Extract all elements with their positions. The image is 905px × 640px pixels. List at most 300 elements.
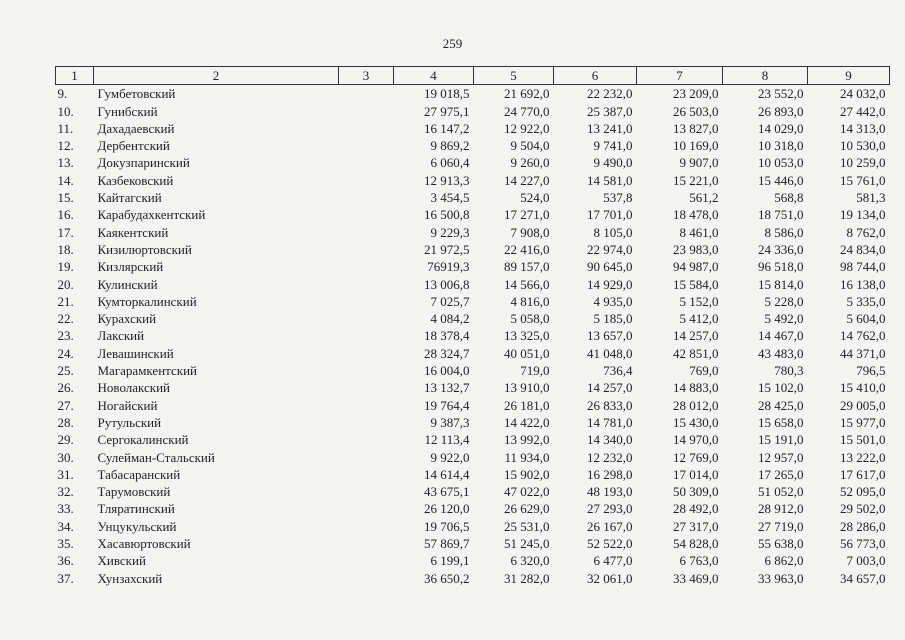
column-5-cell: 22 416,0: [504, 241, 550, 257]
column-3-cell: [339, 172, 394, 189]
budget-table-container: [55, 66, 889, 587]
column-3-cell: [339, 397, 394, 414]
district-name-cell: Кизилюртовский: [97, 241, 192, 257]
row-number-cell: 25.: [57, 363, 74, 379]
district-name-cell: Табасаранский: [97, 466, 181, 482]
column-8-cell: 43 483,0: [758, 345, 804, 361]
district-name-cell: Карабудахкентский: [97, 207, 206, 223]
column-6-cell: 14 781,0: [587, 414, 633, 430]
row-number-cell: 10.: [57, 103, 74, 119]
district-name-cell: Хунзахский: [97, 570, 163, 586]
column-4-cell: 7 025,7: [430, 293, 470, 309]
column-4-cell: 43 675,1: [424, 484, 470, 500]
row-number-cell: 34.: [57, 518, 74, 534]
column-4-cell: 16 004,0: [424, 363, 470, 379]
column-8-cell: 6 862,0: [764, 553, 804, 569]
table-row: [56, 258, 890, 275]
column-4-cell: 14 614,4: [424, 466, 470, 482]
row-number-cell: 35.: [57, 536, 74, 552]
district-name-cell: Дахадаевский: [97, 120, 175, 136]
column-5-cell: 11 934,0: [504, 449, 550, 465]
column-5-cell: 47 022,0: [504, 484, 550, 500]
table-row: [56, 379, 890, 396]
district-name-cell: Магарамкентский: [97, 363, 197, 379]
column-9-cell: 17 617,0: [840, 466, 886, 482]
column-9-cell: 8 762,0: [846, 224, 886, 240]
column-6-cell: 17 701,0: [587, 207, 633, 223]
column-8-cell: 15 814,0: [758, 276, 804, 292]
column-6-cell: 41 048,0: [587, 345, 633, 361]
table-row: [56, 172, 890, 189]
column-3-cell: [339, 552, 394, 569]
table-row: [56, 310, 890, 327]
column-9-cell: 7 003,0: [846, 553, 886, 569]
district-name-cell: Новолакский: [97, 380, 171, 396]
column-5-cell: 26 181,0: [504, 397, 550, 413]
row-number-cell: 22.: [57, 311, 74, 327]
column-4-cell: 12 113,4: [424, 432, 470, 448]
column-9-cell: 14 313,0: [840, 120, 886, 136]
column-header: 1: [56, 67, 94, 85]
column-6-cell: 5 185,0: [593, 311, 633, 327]
table-row: [56, 449, 890, 466]
column-header: 5: [474, 67, 554, 85]
column-4-cell: 28 324,7: [424, 345, 470, 361]
row-number-cell: 24.: [57, 345, 74, 361]
column-6-cell: 22 232,0: [587, 86, 633, 102]
column-6-cell: 26 167,0: [587, 518, 633, 534]
column-3-cell: [339, 120, 394, 137]
column-5-cell: 4 816,0: [510, 293, 550, 309]
column-5-cell: 12 922,0: [504, 120, 550, 136]
column-5-cell: 9 504,0: [510, 138, 550, 154]
column-header: 9: [808, 67, 890, 85]
column-9-cell: 24 032,0: [840, 86, 886, 102]
column-4-cell: 21 972,5: [424, 241, 470, 257]
column-header: 4: [394, 67, 474, 85]
column-7-cell: 12 769,0: [673, 449, 719, 465]
row-number-cell: 30.: [57, 449, 74, 465]
column-8-cell: 10 053,0: [758, 155, 804, 171]
column-9-cell: 10 259,0: [840, 155, 886, 171]
column-4-cell: 27 975,1: [424, 103, 470, 119]
column-9-cell: 29 005,0: [840, 397, 886, 413]
column-5-cell: 14 566,0: [504, 276, 550, 292]
column-3-cell: [339, 137, 394, 154]
column-6-cell: 9 490,0: [593, 155, 633, 171]
district-name-cell: Хивский: [97, 553, 146, 569]
column-3-cell: [339, 85, 394, 103]
district-name-cell: Хасавюртовский: [97, 536, 191, 552]
column-6-cell: 13 657,0: [587, 328, 633, 344]
row-number-cell: 18.: [57, 241, 74, 257]
column-header: 6: [554, 67, 637, 85]
column-6-cell: 14 581,0: [587, 172, 633, 188]
column-3-cell: [339, 431, 394, 448]
column-7-cell: 42 851,0: [673, 345, 719, 361]
column-3-cell: [339, 379, 394, 396]
column-4-cell: 13 132,7: [424, 380, 470, 396]
table-row: [56, 85, 890, 103]
column-5-cell: 21 692,0: [504, 86, 550, 102]
column-8-cell: 15 191,0: [758, 432, 804, 448]
row-number-cell: 37.: [57, 570, 74, 586]
column-8-cell: 8 586,0: [764, 224, 804, 240]
column-8-cell: 27 719,0: [758, 518, 804, 534]
column-9-cell: 28 286,0: [840, 518, 886, 534]
district-name-cell: Ногайский: [97, 397, 158, 413]
row-number-cell: 16.: [57, 207, 74, 223]
column-7-cell: 23 209,0: [673, 86, 719, 102]
column-8-cell: 10 318,0: [758, 138, 804, 154]
column-5-cell: 51 245,0: [504, 536, 550, 552]
table-row: [56, 362, 890, 379]
column-7-cell: 8 461,0: [679, 224, 719, 240]
column-6-cell: 14 340,0: [587, 432, 633, 448]
column-5-cell: 17 271,0: [504, 207, 550, 223]
column-7-cell: 27 317,0: [673, 518, 719, 534]
column-header: 7: [637, 67, 723, 85]
column-9-cell: 5 335,0: [846, 293, 886, 309]
column-8-cell: 28 912,0: [758, 501, 804, 517]
column-8-cell: 5 492,0: [764, 311, 804, 327]
column-7-cell: 54 828,0: [673, 536, 719, 552]
column-9-cell: 5 604,0: [846, 311, 886, 327]
column-9-cell: 29 502,0: [840, 501, 886, 517]
column-8-cell: 18 751,0: [758, 207, 804, 223]
column-6-cell: 27 293,0: [587, 501, 633, 517]
column-8-cell: 14 467,0: [758, 328, 804, 344]
column-8-cell: 28 425,0: [758, 397, 804, 413]
table-row: [56, 535, 890, 552]
row-number-cell: 36.: [57, 553, 74, 569]
column-header: 8: [723, 67, 808, 85]
column-7-cell: 17 014,0: [673, 466, 719, 482]
district-name-cell: Кумторкалинский: [97, 293, 197, 309]
column-5-cell: 14 422,0: [504, 414, 550, 430]
column-6-cell: 90 645,0: [587, 259, 633, 275]
table-row: [56, 570, 890, 587]
column-6-cell: 48 193,0: [587, 484, 633, 500]
row-number-cell: 14.: [57, 172, 74, 188]
table-row: [56, 500, 890, 517]
district-name-cell: Гумбетовский: [97, 86, 176, 102]
row-number-cell: 31.: [57, 466, 74, 482]
column-4-cell: 6 199,1: [430, 553, 470, 569]
column-6-cell: 16 298,0: [587, 466, 633, 482]
table-row: [56, 518, 890, 535]
district-name-cell: Тарумовский: [97, 484, 171, 500]
column-9-cell: 52 095,0: [840, 484, 886, 500]
district-name-cell: Каякентский: [97, 224, 169, 240]
column-4-cell: 4 084,2: [430, 311, 470, 327]
district-name-cell: Сулейман-Стальский: [97, 449, 215, 465]
table-row: [56, 103, 890, 120]
column-7-cell: 18 478,0: [673, 207, 719, 223]
column-5-cell: 13 992,0: [504, 432, 550, 448]
column-7-cell: 28 492,0: [673, 501, 719, 517]
column-9-cell: 98 744,0: [840, 259, 886, 275]
column-3-cell: [339, 206, 394, 223]
column-header: 3: [339, 67, 394, 85]
column-header: 2: [94, 67, 339, 85]
column-7-cell: 9 907,0: [679, 155, 719, 171]
row-number-cell: 29.: [57, 432, 74, 448]
row-number-cell: 9.: [57, 86, 68, 102]
row-number-cell: 28.: [57, 414, 74, 430]
column-3-cell: [339, 276, 394, 293]
row-number-cell: 12.: [57, 138, 74, 154]
column-5-cell: 89 157,0: [504, 259, 550, 275]
column-4-cell: 9 869,2: [430, 138, 470, 154]
column-7-cell: 15 221,0: [673, 172, 719, 188]
column-9-cell: 15 410,0: [840, 380, 886, 396]
table-row: [56, 552, 890, 569]
column-5-cell: 31 282,0: [504, 570, 550, 586]
column-7-cell: 23 983,0: [673, 241, 719, 257]
column-5-cell: 25 531,0: [504, 518, 550, 534]
district-name-cell: Унцукульский: [97, 518, 177, 534]
row-number-cell: 15.: [57, 190, 74, 206]
column-3-cell: [339, 258, 394, 275]
column-4-cell: 12 913,3: [424, 172, 470, 188]
district-name-cell: Гунибский: [97, 103, 158, 119]
column-4-cell: 19 018,5: [424, 86, 470, 102]
column-3-cell: [339, 310, 394, 327]
column-6-cell: 32 061,0: [587, 570, 633, 586]
column-3-cell: [339, 327, 394, 344]
column-4-cell: 3 454,5: [430, 190, 470, 206]
header-row: [56, 67, 890, 85]
table-row: [56, 189, 890, 206]
district-name-cell: Рутульский: [97, 414, 162, 430]
column-8-cell: 17 265,0: [758, 466, 804, 482]
column-4-cell: 13 006,8: [424, 276, 470, 292]
column-3-cell: [339, 241, 394, 258]
column-9-cell: 15 977,0: [840, 414, 886, 430]
column-7-cell: 10 169,0: [673, 138, 719, 154]
column-7-cell: 33 469,0: [673, 570, 719, 586]
column-3-cell: [339, 345, 394, 362]
row-number-cell: 27.: [57, 397, 74, 413]
column-8-cell: 26 893,0: [758, 103, 804, 119]
row-number-cell: 26.: [57, 380, 74, 396]
district-name-cell: Кайтагский: [97, 190, 162, 206]
column-8-cell: 12 957,0: [758, 449, 804, 465]
column-6-cell: 9 741,0: [593, 138, 633, 154]
column-7-cell: 561,2: [689, 190, 719, 206]
district-name-cell: Сергокалинский: [97, 432, 189, 448]
table-row: [56, 431, 890, 448]
column-9-cell: 13 222,0: [840, 449, 886, 465]
column-9-cell: 10 530,0: [840, 138, 886, 154]
column-3-cell: [339, 466, 394, 483]
column-7-cell: 26 503,0: [673, 103, 719, 119]
column-6-cell: 52 522,0: [587, 536, 633, 552]
column-7-cell: 15 430,0: [673, 414, 719, 430]
column-5-cell: 15 902,0: [504, 466, 550, 482]
column-3-cell: [339, 483, 394, 500]
column-6-cell: 12 232,0: [587, 449, 633, 465]
column-6-cell: 537,8: [603, 190, 633, 206]
column-7-cell: 94 987,0: [673, 259, 719, 275]
column-5-cell: 9 260,0: [510, 155, 550, 171]
column-7-cell: 15 584,0: [673, 276, 719, 292]
column-7-cell: 14 970,0: [673, 432, 719, 448]
table-row: [56, 120, 890, 137]
column-6-cell: 8 105,0: [593, 224, 633, 240]
column-6-cell: 6 477,0: [593, 553, 633, 569]
column-8-cell: 23 552,0: [758, 86, 804, 102]
column-8-cell: 15 658,0: [758, 414, 804, 430]
column-9-cell: 15 761,0: [840, 172, 886, 188]
column-6-cell: 22 974,0: [587, 241, 633, 257]
column-6-cell: 4 935,0: [593, 293, 633, 309]
row-number-cell: 20.: [57, 276, 74, 292]
column-5-cell: 13 910,0: [504, 380, 550, 396]
column-7-cell: 13 827,0: [673, 120, 719, 136]
column-9-cell: 16 138,0: [840, 276, 886, 292]
column-9-cell: 24 834,0: [840, 241, 886, 257]
column-8-cell: 96 518,0: [758, 259, 804, 275]
column-7-cell: 14 883,0: [673, 380, 719, 396]
column-8-cell: 51 052,0: [758, 484, 804, 500]
column-8-cell: 33 963,0: [758, 570, 804, 586]
column-5-cell: 13 325,0: [504, 328, 550, 344]
column-4-cell: 19 764,4: [424, 397, 470, 413]
district-name-cell: Курахский: [97, 311, 157, 327]
column-3-cell: [339, 414, 394, 431]
column-3-cell: [339, 500, 394, 517]
column-7-cell: 28 012,0: [673, 397, 719, 413]
district-name-cell: Левашинский: [97, 345, 174, 361]
column-3-cell: [339, 224, 394, 241]
district-name-cell: Лакский: [97, 328, 145, 344]
column-6-cell: 14 257,0: [587, 380, 633, 396]
column-3-cell: [339, 189, 394, 206]
column-4-cell: 16 500,8: [424, 207, 470, 223]
column-8-cell: 24 336,0: [758, 241, 804, 257]
table-row: [56, 345, 890, 362]
row-number-cell: 17.: [57, 224, 74, 240]
column-7-cell: 50 309,0: [673, 484, 719, 500]
column-9-cell: 15 501,0: [840, 432, 886, 448]
column-9-cell: 34 657,0: [840, 570, 886, 586]
column-4-cell: 57 869,7: [424, 536, 470, 552]
column-9-cell: 56 773,0: [840, 536, 886, 552]
column-7-cell: 6 763,0: [679, 553, 719, 569]
column-4-cell: 9 387,3: [430, 414, 470, 430]
table-row: [56, 397, 890, 414]
column-5-cell: 24 770,0: [504, 103, 550, 119]
row-number-cell: 21.: [57, 293, 74, 309]
district-name-cell: Казбековский: [97, 172, 174, 188]
row-number-cell: 33.: [57, 501, 74, 517]
table-row: [56, 206, 890, 223]
column-9-cell: 14 762,0: [840, 328, 886, 344]
row-number-cell: 32.: [57, 484, 74, 500]
column-3-cell: [339, 518, 394, 535]
column-5-cell: 40 051,0: [504, 345, 550, 361]
column-5-cell: 719,0: [520, 363, 550, 379]
column-3-cell: [339, 103, 394, 120]
column-7-cell: 5 412,0: [679, 311, 719, 327]
table-row: [56, 327, 890, 344]
column-8-cell: 15 446,0: [758, 172, 804, 188]
column-6-cell: 26 833,0: [587, 397, 633, 413]
table-row: [56, 224, 890, 241]
column-3-cell: [339, 362, 394, 379]
district-name-cell: Докузпаринский: [97, 155, 190, 171]
column-7-cell: 769,0: [689, 363, 719, 379]
column-7-cell: 14 257,0: [673, 328, 719, 344]
table-row: [56, 137, 890, 154]
column-6-cell: 14 929,0: [587, 276, 633, 292]
column-3-cell: [339, 535, 394, 552]
column-9-cell: 796,5: [856, 363, 886, 379]
column-3-cell: [339, 154, 394, 171]
column-4-cell: 36 650,2: [424, 570, 470, 586]
table-row: [56, 241, 890, 258]
row-number-cell: 13.: [57, 155, 74, 171]
column-9-cell: 44 371,0: [840, 345, 886, 361]
table-row: [56, 154, 890, 171]
column-6-cell: 736,4: [603, 363, 633, 379]
page-number: 259: [442, 36, 463, 51]
column-4-cell: 9 229,3: [430, 224, 470, 240]
table-row: [56, 414, 890, 431]
column-8-cell: 5 228,0: [764, 293, 804, 309]
column-4-cell: 18 378,4: [424, 328, 470, 344]
column-9-cell: 27 442,0: [840, 103, 886, 119]
column-6-cell: 13 241,0: [587, 120, 633, 136]
table-row: [56, 293, 890, 310]
column-5-cell: 6 320,0: [510, 553, 550, 569]
row-number-cell: 19.: [57, 259, 74, 275]
column-4-cell: 76919,3: [427, 259, 470, 275]
column-9-cell: 581,3: [856, 190, 886, 206]
column-3-cell: [339, 449, 394, 466]
column-7-cell: 5 152,0: [679, 293, 719, 309]
column-4-cell: 16 147,2: [424, 120, 470, 136]
column-8-cell: 55 638,0: [758, 536, 804, 552]
column-8-cell: 15 102,0: [758, 380, 804, 396]
column-5-cell: 7 908,0: [510, 224, 550, 240]
column-3-cell: [339, 570, 394, 587]
row-number-cell: 23.: [57, 328, 74, 344]
district-name-cell: Кулинский: [97, 276, 158, 292]
column-8-cell: 780,3: [774, 363, 804, 379]
column-4-cell: 19 706,5: [424, 518, 470, 534]
column-5-cell: 14 227,0: [504, 172, 550, 188]
column-9-cell: 19 134,0: [840, 207, 886, 223]
column-4-cell: 9 922,0: [430, 449, 470, 465]
table-body: [56, 85, 890, 587]
column-8-cell: 14 029,0: [758, 120, 804, 136]
column-4-cell: 26 120,0: [424, 501, 470, 517]
column-5-cell: 5 058,0: [510, 311, 550, 327]
column-4-cell: 6 060,4: [430, 155, 470, 171]
district-name-cell: Кизлярский: [97, 259, 164, 275]
table-row: [56, 466, 890, 483]
district-name-cell: Дербентский: [97, 138, 170, 154]
district-name-cell: Тляратинский: [97, 501, 175, 517]
column-5-cell: 26 629,0: [504, 501, 550, 517]
table-row: [56, 276, 890, 293]
budget-table: [55, 66, 890, 587]
column-3-cell: [339, 293, 394, 310]
column-8-cell: 568,8: [774, 190, 804, 206]
